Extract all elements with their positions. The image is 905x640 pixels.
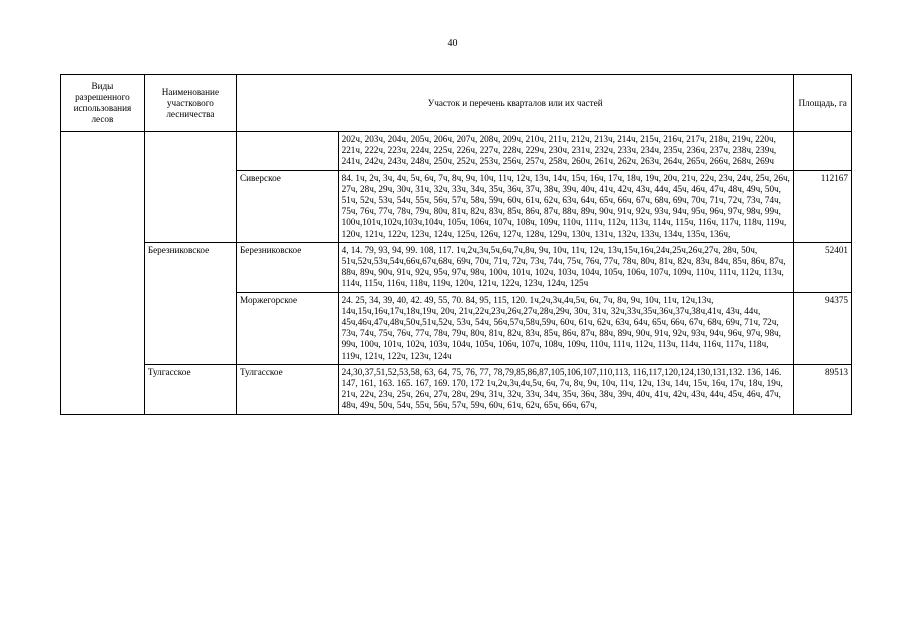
area-cell: 89513 (794, 364, 852, 414)
quarters-cell: 202ч, 203ч, 204ч, 205ч, 206ч, 207ч, 208ч, 209ч, 210ч, 211ч, 212ч, 213ч, 214ч, 215ч, 216ч, 217ч, 218ч, 219ч, 220ч, 221ч, 222ч, 223ч, 224ч, 225ч, 226ч, 227ч, 228ч, 229ч, 230ч, 231ч, 232ч, 233ч, 234ч, 235ч, 236ч, 237ч, 238ч, 239ч, 241ч, 242ч, 243ч, 248ч, 250ч, 252ч, 253ч, 256ч, 257ч, 258ч, 260ч, 261ч, 262ч, 263ч, 264ч, 265ч, 266ч, 268ч, 269ч (338, 132, 794, 171)
site-cell: Тулгасское (237, 364, 339, 414)
area-cell: 94375 (794, 292, 852, 364)
district-cell (144, 132, 236, 243)
district-cell: Березниковское (144, 242, 236, 364)
header-use-types: Виды разрешенного использования лесов (61, 75, 145, 132)
quarters-cell: 84. 1ч, 2ч, 3ч, 4ч, 5ч, 6ч, 7ч, 8ч, 9ч, 10ч, 11ч, 12ч, 13ч, 14ч, 15ч, 16ч, 17ч, 18ч, 19ч, 20ч, 21ч, 22ч, 23ч, 24ч, 25ч, 26ч, 27ч, 28ч, 29ч, 30ч, 31ч, 32ч, 33ч, 34ч, 35ч, 36ч, 37ч, 38ч, 39ч, 40ч, 41ч, 42ч, 43ч, 44ч, 45ч, 46ч, 47ч, 48ч, 49ч, 50ч, 51ч, 52ч, 53ч, 54ч, 55ч, 56ч, 57ч, 58ч, 59ч, 60ч, 61ч, 62ч, 63ч, 64ч, 65ч, 66ч, 67ч, 68ч, 69ч, 70ч, 71ч, 72ч, 73ч, 74ч, 75ч, 76ч, 77ч, 78ч, 79ч, 80ч, 81ч, 82ч, 83ч, 85ч, 86ч, 87ч, 88ч, 89ч, 90ч, 91ч, 92ч, 93ч, 94ч, 95ч, 96ч, 97ч, 98ч, 99ч, 100ч,101ч,102ч,103ч,104ч, 105ч, 106ч, 107ч, 108ч, 109ч, 110ч, 111ч, 112ч, 113ч, 114ч, 115ч, 116ч, 117ч, 118ч, 119ч, 120ч, 121ч, 122ч, 123ч, 124ч, 125ч, 126ч, 127ч, 128ч, 129ч, 130ч, 131ч, 132ч, 133ч, 134ч, 135ч, 136ч, (338, 170, 794, 242)
page-number: 40 (447, 38, 458, 49)
header-district-name: Наименование участкового лесничества (144, 75, 236, 132)
quarters-cell: 4, 14. 79, 93, 94, 99. 108, 117. 1ч,2ч,3ч,5ч,6ч,7ч,8ч, 9ч, 10ч, 11ч, 12ч, 13ч,15ч,16ч,24ч,25ч,26ч,27ч, 28ч, 50ч, 51ч,52ч,53ч,54ч,66ч,67ч,68ч, 69ч, 70ч, 71ч, 72ч, 73ч, 74ч, 75ч, 76ч, 77ч, 78ч, 80ч, 81ч, 82ч, 83ч, 84ч, 85ч, 86ч, 87ч, 88ч, 89ч, 90ч, 91ч, 92ч, 95ч, 97ч, 98ч, 100ч, 101ч, 102ч, 103ч, 104ч, 105ч, 106ч, 107ч, 109ч, 110ч, 111ч, 112ч, 113ч, 114ч, 115ч, 116ч, 118ч, 119ч, 120ч, 121ч, 122ч, 123ч, 124ч, 125ч (338, 242, 794, 292)
area-cell: 52401 (794, 242, 852, 292)
quarters-cell: 24,30,37,51,52,53,58, 63, 64, 75, 76, 77, 78,79,85,86,87,105,106,107,110,113, 116,117,120,124,130,131,132. 136, 146. 147, 161, 163. 165. 167, 169. 170, 172 1ч,2ч,3ч,4ч,5ч, 6ч, 7ч, 8ч, 9ч, 10ч, 11ч, 12ч, 13ч, 14ч, 15ч, 16ч, 17ч, 18ч, 19ч, 21ч, 22ч, 23ч, 25ч, 26ч, 27ч, 28ч, 29ч, 31ч, 32ч, 33ч, 34ч, 35ч, 36ч, 38ч, 39ч, 40ч, 41ч, 42ч, 43ч, 44ч, 45ч, 46ч, 47ч, 48ч, 49ч, 50ч, 54ч, 55ч, 56ч, 57ч, 59ч, 60ч, 61ч, 62ч, 65ч, 66ч, 67ч, (338, 364, 794, 414)
table-row (61, 364, 852, 414)
area-cell (794, 132, 852, 171)
quarters-cell: 24. 25, 34, 39, 40, 42. 49, 55, 70. 84, 95, 115, 120. 1ч,2ч,3ч,4ч,5ч, 6ч, 7ч, 8ч, 9ч, 10ч, 11ч, 12ч,13ч, 14ч,15ч,16ч,17ч,18ч,19ч, 20ч, 21ч,22ч,23ч,26ч,27ч,28ч,29ч, 30ч, 31ч, 32ч,33ч,35ч,36ч,37ч,38ч,41ч, 43ч, 44ч, 45ч,46ч,47ч,48ч,50ч,51ч,52ч, 53ч, 54ч, 56ч,57ч,58ч,59ч, 60ч, 61ч, 62ч, 63ч, 64ч, 65ч, 66ч, 67ч, 68ч, 69ч, 71ч, 72ч, 73ч, 74ч, 75ч, 76ч, 77ч, 78ч, 79ч, 80ч, 81ч, 82ч, 83ч, 85ч, 86ч, 87ч, 88ч, 89ч, 90ч, 91ч, 92ч, 93ч, 94ч, 96ч, 97ч, 98ч, 99ч, 100ч, 101ч, 102ч, 103ч, 104ч, 105ч, 106ч, 107ч, 108ч, 109ч, 110ч, 111ч, 112ч, 113ч, 114ч, 116ч, 117ч, 118ч, 119ч, 121ч, 122ч, 123ч, 124ч (338, 292, 794, 364)
district-cell: Тулгасское (144, 364, 236, 414)
site-cell: Березниковское (237, 242, 339, 292)
site-cell: Моржегорское (237, 292, 339, 364)
site-cell: Сиверское (237, 170, 339, 242)
table-row (61, 242, 852, 292)
header-area: Площадь, га (794, 75, 852, 132)
use-type-cell (61, 132, 145, 415)
header-quarters: Участок и перечень кварталов или их частей (237, 75, 794, 132)
area-cell: 112167 (794, 170, 852, 242)
forest-use-table (60, 74, 852, 415)
table-row (61, 132, 852, 171)
table-header-row (61, 75, 852, 132)
site-cell (237, 132, 339, 171)
